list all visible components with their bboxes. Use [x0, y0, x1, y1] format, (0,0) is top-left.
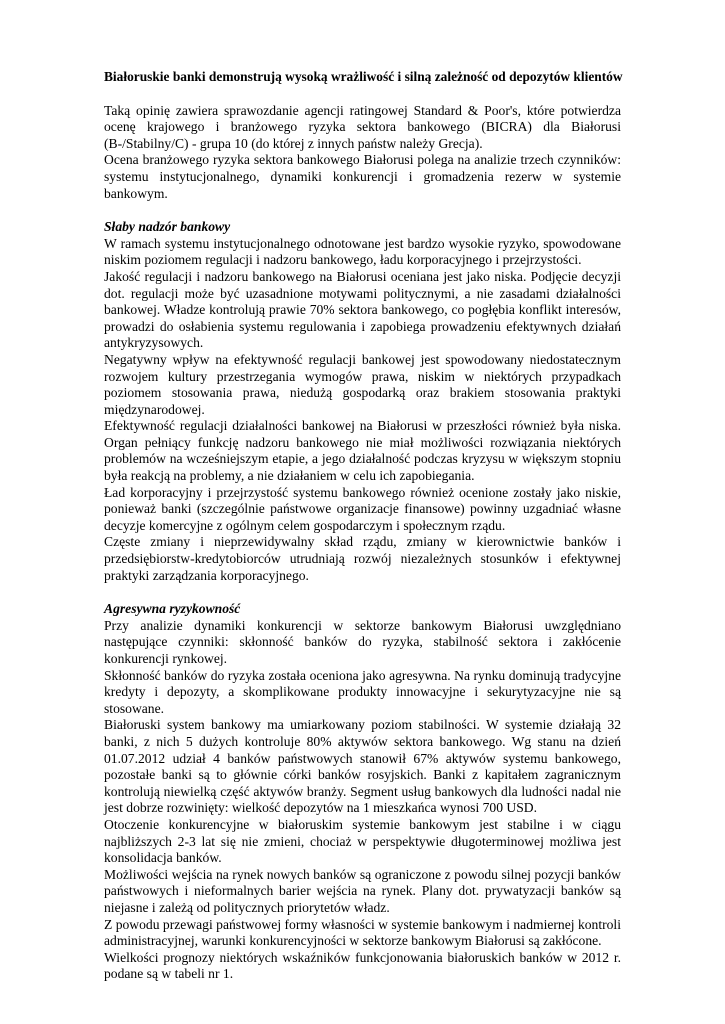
- section-heading-weak-supervision: Słaby nadzór bankowy: [104, 219, 231, 235]
- section2-paragraph: Możliwości wejścia na rynek nowych banków są ograniczone z powodu silnej pozycji banków państwowych i nieformalnych barier wejścia na rynek. Plany dot. prywatyzacji banków są niejasne i zależą od politycznych priorytetów władz.: [104, 866, 621, 915]
- section2-paragraph: Skłonność banków do ryzyka została oceniona jako agresywna. Na rynku dominują tradycyjne kredyty i depozyty, a skomplikowane produkty innowacyjne i sekurytyzacyjne nie są stosowane.: [104, 667, 621, 716]
- section2-paragraph: Przy analizie dynamiki konkurencji w sektorze bankowym Białorusi uwzględniano następujące czynniki: skłonność banków do ryzyka, stabilność sektora i zakłócenie konkurencji rynkowej.: [104, 617, 621, 666]
- section2-paragraph: Wielkości prognozy niektórych wskaźników funkcjonowania białoruskich banków w 2012 r. podane są w tabeli nr 1.: [104, 949, 621, 982]
- section2-paragraph: Białoruski system bankowy ma umiarkowany poziom stabilności. W systemie działają 32 banki, z nich 5 dużych kontroluje 80% aktywów sektora bankowego. Wg stanu na dzień 01.07.2012 udział 4 banków państwowych stanowił 67% aktywów systemu bankowego, pozostałe banki są to głównie córki banków rosyjskich. Banki z kapitałem zagranicznym kontrolują niewielką część aktywów branży. Segment usług bankowych dla ludności nadal nie jest dobrze rozwinięty: wielkość depozytów na 1 mieszkańca wynosi 700 USD.: [104, 717, 621, 816]
- document-title: Białoruskie banki demonstrują wysoką wrażliwość i silną zależność od depozytów klientów: [104, 69, 623, 84]
- intro-paragraph: Taką opinię zawiera sprawozdanie agencji ratingowej Standard & Poor's, które potwierdza ocenę krajowego i branżowego ryzyka sektora bankowego (BICRA) dla Białorusi (B-/Stabilny/C) - grupa 10 (do której z innych państw należy Grecja).: [104, 102, 621, 151]
- section-heading-aggressive-risk: Agresywna ryzykowność: [104, 601, 241, 617]
- section1-paragraph: Efektywność regulacji działalności bankowej na Białorusi w przeszłości również była niska. Organ pełniący funkcję nadzoru bankowego nie miał możliwości rozwiązania niektórych problemów na wcześniejszym etapie, a jego działalność podczas kryzysu w większym stopniu była reakcją na problemy, a nie działaniem w celu ich zapobiegania.: [104, 418, 621, 484]
- section2-paragraph: Z powodu przewagi państwowej formy własności w systemie bankowym i nadmiernej kontroli administracyjnej, warunki konkurencyjności w sektorze bankowym Białorusi są zakłócone.: [104, 916, 621, 949]
- section1-paragraph: W ramach systemu instytucjonalnego odnotowane jest bardzo wysokie ryzyko, spowodowane niskim poziomem regulacji i nadzoru bankowego, ładu korporacyjnego i przejrzystości.: [104, 235, 621, 268]
- intro-paragraph: Ocena branżowego ryzyka sektora bankowego Białorusi polega na analizie trzech czynników: systemu instytucjonalnego, dynamiki konkurencji i gromadzenia rezerw w systemie bankowym.: [104, 152, 621, 201]
- section2-paragraph: Otoczenie konkurencyjne w białoruskim systemie bankowym jest stabilne i w ciągu najbliższych 2-3 lat się nie zmieni, chociaż w perspektywie długoterminowej możliwa jest konsolidacja banków.: [104, 816, 621, 866]
- section1-paragraph: Jakość regulacji i nadzoru bankowego na Białorusi oceniana jest jako niska. Podjęcie decyzji dot. regulacji może być uzasadnione motywami politycznymi, a nie zasadami działalności bankowej. Władze kontrolują prawie 70% sektora bankowego, co pogłębia konflikt interesów, prowadzi do osłabienia systemu regulowania i zapobiega prowadzeniu efektywnych działań antykryzysowych.: [104, 268, 621, 351]
- spacer: [104, 202, 621, 219]
- section1-paragraph: Ład korporacyjny i przejrzystość systemu bankowego również ocenione zostały jako niskie, ponieważ banki (szczególnie państwowe organizacje finansowe) powinny uzgadniać własne decyzje komercyjne z ogólnym celem gospodarczym i społecznym rządu.: [104, 484, 621, 533]
- section1-paragraph: Negatywny wpływ na efektywność regulacji bankowej jest spowodowany niedostatecznym rozwojem kultury przestrzegania wymogów prawa, niskim w niektórych przypadkach poziomem stosowania prawa, niedużą gospodarką oraz brakiem stosowania praktyki międzynarodowej.: [104, 351, 621, 417]
- section1-paragraph: Częste zmiany i nieprzewidywalny skład rządu, zmiany w kierownictwie banków i przedsiębiorstw-kredytobiorców utrudniają rozwój niezależnych stosunków i efektywnej praktyki zarządzania korporacyjnego.: [104, 534, 621, 583]
- spacer: [104, 584, 621, 601]
